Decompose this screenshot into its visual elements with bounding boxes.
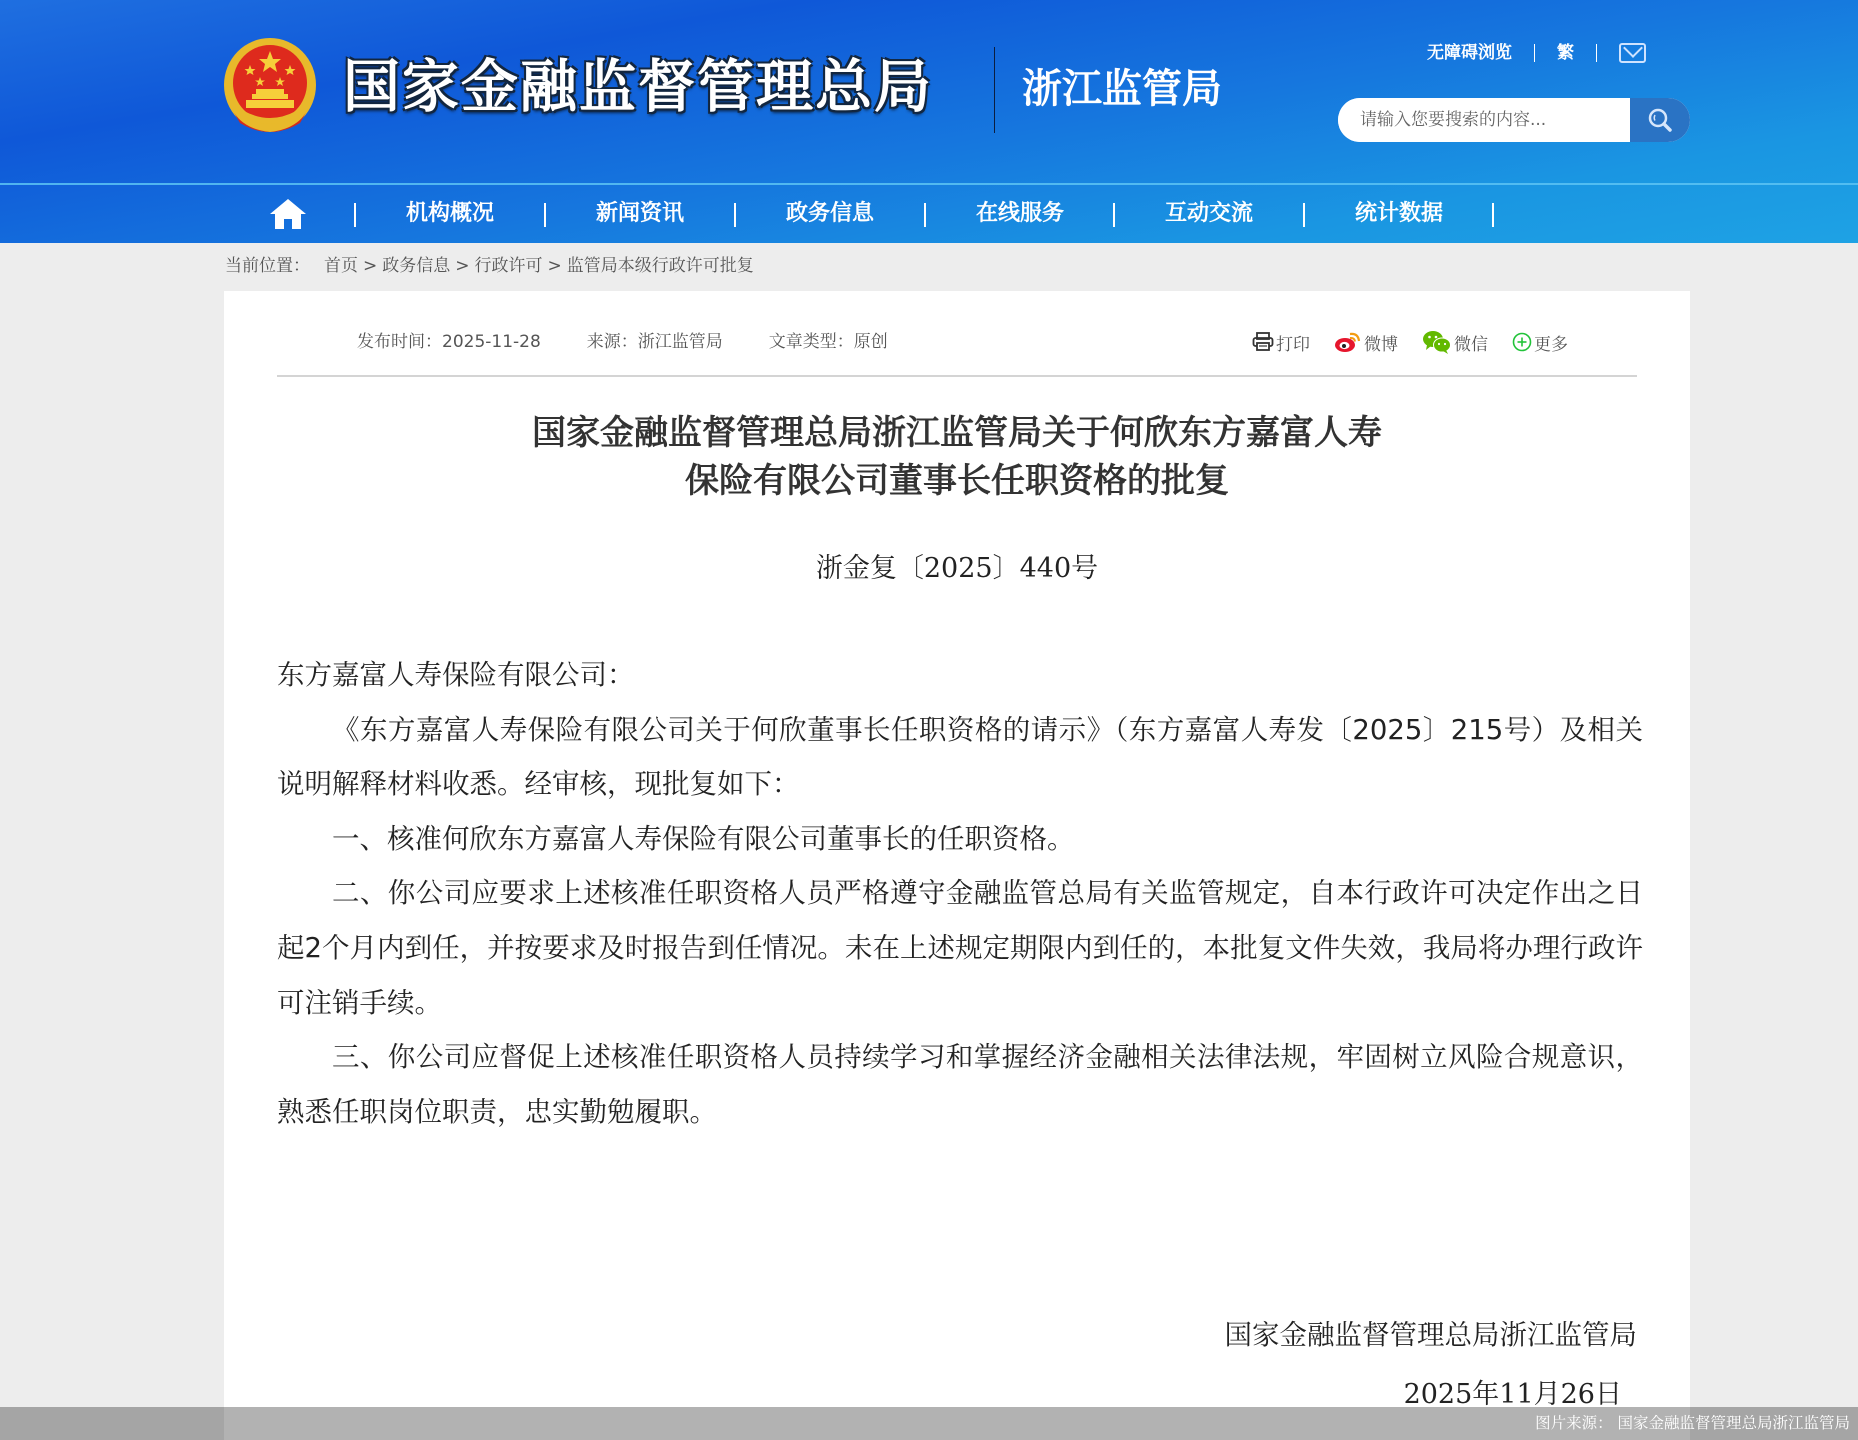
nav-divider <box>1492 203 1494 227</box>
nav-item-news[interactable]: 新闻资讯 <box>595 201 684 226</box>
search-icon <box>1647 107 1673 133</box>
divider <box>1534 44 1535 62</box>
more-label: 更多 <box>1534 334 1568 355</box>
more-share-button[interactable] <box>1512 330 1568 355</box>
top-links <box>1427 40 1646 66</box>
weibo-icon <box>1334 331 1362 353</box>
search-box <box>1338 98 1690 142</box>
plus-circle-icon <box>1512 332 1532 352</box>
sub-title: 浙江监管局 <box>1022 66 1222 112</box>
wechat-icon <box>1422 330 1452 354</box>
signature-date: 2025年11月26日 <box>1403 1379 1622 1410</box>
article-title-line1: 国家金融监督管理总局浙江监管局关于何欣东方嘉富人寿 <box>532 413 1382 453</box>
document-number: 浙金复〔2025〕440号 <box>815 553 1099 584</box>
print-button[interactable] <box>1252 330 1310 355</box>
article-title-line2: 保险有限公司董事长任职资格的批复 <box>685 461 1229 501</box>
breadcrumb-home[interactable]: 首页 <box>324 256 358 276</box>
search-input[interactable] <box>1338 98 1630 142</box>
home-icon[interactable] <box>268 197 308 231</box>
breadcrumb-separator: > <box>455 256 470 276</box>
weibo-label: 微博 <box>1364 334 1398 355</box>
publish-time: 发布时间：2025-11-28 <box>357 332 541 352</box>
divider <box>1596 44 1597 62</box>
image-credit-bar: 图片来源： 国家金融监督管理总局浙江监管局 <box>0 1407 1858 1440</box>
site-title: 国家金融监督管理总局 <box>343 54 933 120</box>
title-divider <box>994 47 995 133</box>
weibo-share-button[interactable] <box>1334 330 1398 355</box>
body-paragraph: 一、核准何欣东方嘉富人寿保险有限公司董事长的任职资格。 <box>332 822 1075 855</box>
breadcrumb-government-info[interactable]: 政务信息 <box>382 256 451 276</box>
breadcrumb-separator: > <box>363 256 378 276</box>
article-title <box>224 409 1690 505</box>
print-label: 打印 <box>1276 334 1310 355</box>
breadcrumb-administrative-license[interactable]: 行政许可 <box>474 256 543 276</box>
nav-item-online-services[interactable]: 在线服务 <box>975 201 1064 226</box>
traditional-chinese-link[interactable]: 繁 <box>1557 43 1574 63</box>
national-emblem-icon[interactable] <box>222 37 318 138</box>
nav-item-about[interactable]: 机构概况 <box>405 201 494 226</box>
accessibility-link[interactable]: 无障碍浏览 <box>1427 43 1512 63</box>
breadcrumb <box>225 254 754 278</box>
nav-item-interaction[interactable]: 互动交流 <box>1164 201 1253 226</box>
article-card <box>224 291 1690 1440</box>
nav-item-statistics[interactable]: 统计数据 <box>1354 201 1443 226</box>
signature-organization: 国家金融监督管理总局浙江监管局 <box>1224 1319 1637 1351</box>
article-meta <box>357 327 934 357</box>
search-button[interactable] <box>1630 98 1690 142</box>
body-paragraph: 《东方嘉富人寿保险有限公司关于何欣董事长任职资格的请示》（东方嘉富人寿发〔2025〕215号）及相关说明解释材料收悉。经审核，现批复如下： <box>277 713 1643 801</box>
body-paragraph: 三、你公司应督促上述核准任职资格人员持续学习和掌握经济金融相关法律法规，牢固树立风险合规意识，熟悉任职岗位职责，忠实勤勉履职。 <box>277 1041 1643 1128</box>
wechat-label: 微信 <box>1454 334 1488 355</box>
article-body <box>277 648 1643 1139</box>
main-nav <box>0 185 1858 243</box>
wechat-share-button[interactable] <box>1422 330 1488 355</box>
printer-icon <box>1252 332 1274 352</box>
breadcrumb-separator: > <box>547 256 562 276</box>
mail-icon[interactable] <box>1619 43 1646 63</box>
article-type: 文章类型：原创 <box>768 332 888 352</box>
meta-divider <box>277 375 1637 377</box>
nav-item-government-info[interactable]: 政务信息 <box>785 201 874 226</box>
share-bar <box>1252 327 1568 357</box>
salutation: 东方嘉富人寿保险有限公司： <box>277 659 635 691</box>
breadcrumb-label: 当前位置： <box>225 256 310 276</box>
breadcrumb-current[interactable]: 监管局本级行政许可批复 <box>566 256 754 276</box>
body-paragraph: 二、你公司应要求上述核准任职资格人员严格遵守金融监管总局有关监管规定，自本行政许可决定作出之日起2个月内到任，并按要求及时报告到任情况。未在上述规定期限内到任的，本批复文件失效，我局将办理行政许可注销手续。 <box>277 877 1643 1019</box>
article-source: 来源：浙江监管局 <box>586 332 723 352</box>
